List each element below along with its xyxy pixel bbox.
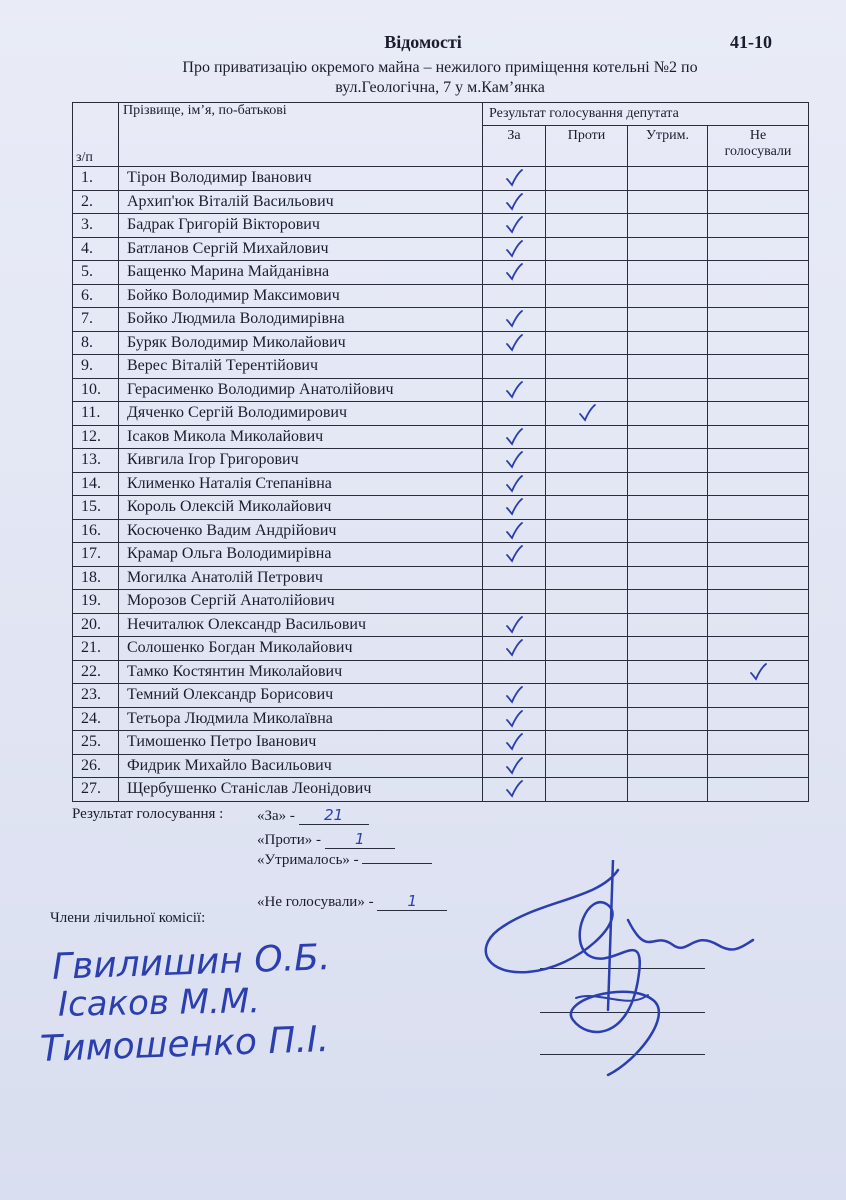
row-index: 26.	[73, 754, 119, 778]
vote-cell-abstain	[628, 284, 708, 308]
vote-cell-against	[546, 754, 628, 778]
summary-label: Результат голосування :	[72, 806, 224, 822]
vote-cell-for	[483, 355, 546, 379]
row-index: 18.	[73, 566, 119, 590]
row-deputy-name: Тамко Костянтин Миколайович	[119, 660, 483, 684]
vote-cell-against	[546, 402, 628, 426]
vote-cell-against	[546, 590, 628, 614]
row-deputy-name: Буряк Володимир Миколайович	[119, 331, 483, 355]
vote-cell-against	[546, 707, 628, 731]
checkmark-icon	[503, 474, 525, 494]
document-subtitle	[100, 58, 780, 98]
vote-cell-for	[483, 613, 546, 637]
vote-cell-abstain	[628, 378, 708, 402]
table-row	[73, 402, 809, 426]
row-index: 20.	[73, 613, 119, 637]
checkmark-icon	[503, 168, 525, 188]
summary-for-value: 21	[299, 806, 369, 825]
vote-cell-abstain	[628, 214, 708, 238]
checkmark-icon	[747, 662, 769, 682]
vote-cell-abstain	[628, 778, 708, 802]
row-index: 21.	[73, 637, 119, 661]
vote-cell-for	[483, 496, 546, 520]
table-row	[73, 449, 809, 473]
table-row	[73, 355, 809, 379]
table-row	[73, 425, 809, 449]
header-abstain: Утрим.	[628, 126, 708, 167]
table-row	[73, 308, 809, 332]
summary-not-voted	[257, 892, 447, 911]
row-index: 2.	[73, 190, 119, 214]
vote-cell-for	[483, 425, 546, 449]
vote-cell-abstain	[628, 566, 708, 590]
vote-cell-abstain	[628, 402, 708, 426]
header-index: з/п	[73, 103, 119, 167]
vote-cell-abstain	[628, 637, 708, 661]
row-deputy-name: Косюченко Вадим Андрійович	[119, 519, 483, 543]
vote-cell-against	[546, 167, 628, 191]
table-row	[73, 707, 809, 731]
vote-cell-against	[546, 214, 628, 238]
checkmark-icon	[503, 262, 525, 282]
row-index: 19.	[73, 590, 119, 614]
vote-cell-not-voted	[708, 731, 809, 755]
vote-cell-abstain	[628, 754, 708, 778]
row-deputy-name: Нечиталюк Олександр Васильович	[119, 613, 483, 637]
chair-signature-icon	[478, 860, 768, 1085]
row-deputy-name: Темний Олександр Борисович	[119, 684, 483, 708]
header-not-voted	[708, 126, 809, 167]
vote-cell-for	[483, 778, 546, 802]
vote-cell-for	[483, 707, 546, 731]
table-row	[73, 167, 809, 191]
vote-cell-not-voted	[708, 566, 809, 590]
vote-cell-not-voted	[708, 543, 809, 567]
vote-cell-against	[546, 660, 628, 684]
vote-cell-against	[546, 519, 628, 543]
summary-abstain	[257, 852, 432, 869]
vote-cell-not-voted	[708, 778, 809, 802]
summary-abstain-value	[362, 863, 432, 864]
vote-cell-not-voted	[708, 425, 809, 449]
table-row	[73, 660, 809, 684]
checkmark-icon	[503, 544, 525, 564]
checkmark-icon	[503, 192, 525, 212]
checkmark-icon	[503, 732, 525, 752]
vote-cell-abstain	[628, 261, 708, 285]
vote-cell-for	[483, 731, 546, 755]
vote-cell-abstain	[628, 331, 708, 355]
row-deputy-name: Дяченко Сергій Володимирович	[119, 402, 483, 426]
table-row	[73, 684, 809, 708]
subtitle-line-1: Про приватизацію окремого майна – нежилого приміщення котельні №2 по	[182, 59, 698, 76]
vote-cell-for	[483, 190, 546, 214]
table-row	[73, 472, 809, 496]
row-index: 13.	[73, 449, 119, 473]
summary-against-label: «Проти» -	[257, 832, 321, 848]
row-index: 27.	[73, 778, 119, 802]
row-deputy-name: Солошенко Богдан Миколайович	[119, 637, 483, 661]
row-deputy-name: Бадрак Григорій Вікторович	[119, 214, 483, 238]
table-row	[73, 261, 809, 285]
vote-cell-not-voted	[708, 331, 809, 355]
summary-not-voted-label: «Не голосували» -	[257, 894, 374, 910]
row-index: 8.	[73, 331, 119, 355]
vote-cell-abstain	[628, 590, 708, 614]
vote-cell-not-voted	[708, 754, 809, 778]
vote-cell-against	[546, 449, 628, 473]
checkmark-icon	[503, 521, 525, 541]
table-row	[73, 543, 809, 567]
checkmark-icon	[576, 403, 598, 423]
summary-not-voted-value: 1	[377, 892, 447, 911]
vote-cell-for	[483, 237, 546, 261]
vote-cell-not-voted	[708, 402, 809, 426]
vote-cell-abstain	[628, 190, 708, 214]
vote-cell-not-voted	[708, 707, 809, 731]
row-index: 16.	[73, 519, 119, 543]
summary-for-label: «За» -	[257, 808, 295, 824]
vote-cell-not-voted	[708, 637, 809, 661]
vote-cell-abstain	[628, 660, 708, 684]
row-deputy-name: Верес Віталій Терентійович	[119, 355, 483, 379]
vote-cell-not-voted	[708, 449, 809, 473]
row-index: 3.	[73, 214, 119, 238]
row-index: 22.	[73, 660, 119, 684]
vote-cell-for	[483, 519, 546, 543]
vote-cell-for	[483, 167, 546, 191]
row-index: 23.	[73, 684, 119, 708]
vote-cell-abstain	[628, 355, 708, 379]
vote-cell-abstain	[628, 237, 708, 261]
commission-member-3: Тимошенко П.І.	[39, 1018, 330, 1071]
checkmark-icon	[503, 615, 525, 635]
row-index: 24.	[73, 707, 119, 731]
vote-cell-against	[546, 543, 628, 567]
document-number: 41-10	[730, 32, 772, 52]
row-deputy-name: Бойко Володимир Максимович	[119, 284, 483, 308]
vote-cell-not-voted	[708, 237, 809, 261]
checkmark-icon	[503, 450, 525, 470]
row-deputy-name: Герасименко Володимир Анатолійович	[119, 378, 483, 402]
commission-label: Члени лічильної комісії:	[50, 910, 206, 926]
row-deputy-name: Могилка Анатолій Петрович	[119, 566, 483, 590]
row-deputy-name: Король Олексій Миколайович	[119, 496, 483, 520]
row-deputy-name: Архип'юк Віталій Васильович	[119, 190, 483, 214]
vote-cell-abstain	[628, 731, 708, 755]
row-deputy-name: Ісаков Микола Миколайович	[119, 425, 483, 449]
vote-cell-for	[483, 284, 546, 308]
summary-for	[257, 806, 369, 825]
row-index: 1.	[73, 167, 119, 191]
vote-cell-not-voted	[708, 613, 809, 637]
checkmark-icon	[503, 756, 525, 776]
vote-cell-for	[483, 754, 546, 778]
table-row	[73, 731, 809, 755]
vote-cell-not-voted	[708, 472, 809, 496]
row-index: 14.	[73, 472, 119, 496]
vote-cell-not-voted	[708, 378, 809, 402]
vote-cell-against	[546, 190, 628, 214]
table-row	[73, 284, 809, 308]
vote-cell-against	[546, 261, 628, 285]
row-index: 12.	[73, 425, 119, 449]
row-deputy-name: Тетьора Людмила Миколаївна	[119, 707, 483, 731]
vote-cell-not-voted	[708, 355, 809, 379]
vote-cell-against	[546, 472, 628, 496]
row-index: 4.	[73, 237, 119, 261]
checkmark-icon	[503, 215, 525, 235]
row-index: 11.	[73, 402, 119, 426]
vote-cell-for	[483, 684, 546, 708]
row-index: 9.	[73, 355, 119, 379]
vote-cell-abstain	[628, 613, 708, 637]
table-row	[73, 613, 809, 637]
vote-cell-for	[483, 261, 546, 285]
checkmark-icon	[503, 638, 525, 658]
vote-cell-not-voted	[708, 190, 809, 214]
vote-cell-for	[483, 378, 546, 402]
vote-cell-against	[546, 566, 628, 590]
commission-member-2: Ісаков М.М.	[57, 981, 261, 1025]
vote-cell-abstain	[628, 543, 708, 567]
vote-cell-abstain	[628, 425, 708, 449]
vote-cell-for	[483, 214, 546, 238]
vote-cell-against	[546, 355, 628, 379]
row-index: 15.	[73, 496, 119, 520]
header-not-voted-line1: Не	[749, 128, 767, 143]
subtitle-line-2: вул.Геологічна, 7 у м.Кам’янка	[335, 79, 545, 96]
vote-cell-not-voted	[708, 590, 809, 614]
row-deputy-name: Тірон Володимир Іванович	[119, 167, 483, 191]
row-deputy-name: Кивгила Ігор Григорович	[119, 449, 483, 473]
commission-member-1: Гвилишин О.Б.	[51, 937, 331, 988]
header-for: За	[483, 126, 546, 167]
vote-cell-against	[546, 778, 628, 802]
vote-cell-against	[546, 308, 628, 332]
row-deputy-name: Тимошенко Петро Іванович	[119, 731, 483, 755]
row-deputy-name: Клименко Наталія Степанівна	[119, 472, 483, 496]
vote-cell-abstain	[628, 519, 708, 543]
vote-cell-abstain	[628, 707, 708, 731]
row-index: 7.	[73, 308, 119, 332]
summary-against	[257, 830, 395, 849]
voting-table-body	[73, 167, 809, 802]
vote-cell-abstain	[628, 167, 708, 191]
vote-cell-not-voted	[708, 660, 809, 684]
vote-cell-for	[483, 331, 546, 355]
vote-cell-for	[483, 590, 546, 614]
table-row	[73, 590, 809, 614]
vote-cell-not-voted	[708, 214, 809, 238]
vote-cell-not-voted	[708, 261, 809, 285]
table-row	[73, 778, 809, 802]
table-row	[73, 214, 809, 238]
row-index: 10.	[73, 378, 119, 402]
header-result: Результат голосування депутата	[483, 103, 809, 126]
vote-cell-for	[483, 308, 546, 332]
vote-cell-for	[483, 472, 546, 496]
vote-cell-abstain	[628, 472, 708, 496]
checkmark-icon	[503, 239, 525, 259]
vote-cell-not-voted	[708, 496, 809, 520]
checkmark-icon	[503, 709, 525, 729]
table-row	[73, 331, 809, 355]
row-index: 5.	[73, 261, 119, 285]
table-row	[73, 190, 809, 214]
header-against: Проти	[546, 126, 628, 167]
table-row	[73, 519, 809, 543]
vote-cell-against	[546, 425, 628, 449]
vote-cell-against	[546, 284, 628, 308]
vote-cell-abstain	[628, 308, 708, 332]
table-row	[73, 496, 809, 520]
checkmark-icon	[503, 685, 525, 705]
table-row	[73, 237, 809, 261]
vote-cell-against	[546, 684, 628, 708]
voting-table	[72, 102, 809, 802]
vote-cell-not-voted	[708, 284, 809, 308]
header-name: Прізвище, ім’я, по-батькові	[119, 103, 483, 167]
summary-against-value: 1	[325, 830, 395, 849]
vote-cell-abstain	[628, 684, 708, 708]
row-index: 25.	[73, 731, 119, 755]
vote-cell-against	[546, 613, 628, 637]
row-deputy-name: Морозов Сергій Анатолійович	[119, 590, 483, 614]
vote-cell-not-voted	[708, 684, 809, 708]
checkmark-icon	[503, 427, 525, 447]
vote-cell-for	[483, 402, 546, 426]
row-deputy-name: Щербушенко Станіслав Леонідович	[119, 778, 483, 802]
table-row	[73, 378, 809, 402]
vote-cell-abstain	[628, 496, 708, 520]
vote-cell-for	[483, 449, 546, 473]
row-deputy-name: Фидрик Михайло Васильович	[119, 754, 483, 778]
table-row	[73, 754, 809, 778]
checkmark-icon	[503, 309, 525, 329]
checkmark-icon	[503, 380, 525, 400]
vote-cell-against	[546, 378, 628, 402]
row-index: 6.	[73, 284, 119, 308]
row-deputy-name: Бащенко Марина Майданівна	[119, 261, 483, 285]
checkmark-icon	[503, 333, 525, 353]
checkmark-icon	[503, 779, 525, 799]
vote-cell-against	[546, 637, 628, 661]
vote-cell-against	[546, 331, 628, 355]
vote-cell-not-voted	[708, 519, 809, 543]
row-deputy-name: Бойко Людмила Володимирівна	[119, 308, 483, 332]
vote-cell-abstain	[628, 449, 708, 473]
table-row	[73, 637, 809, 661]
header-not-voted-line2: голосували	[724, 144, 792, 159]
vote-cell-against	[546, 731, 628, 755]
vote-cell-for	[483, 543, 546, 567]
row-index: 17.	[73, 543, 119, 567]
row-deputy-name: Батланов Сергій Михайлович	[119, 237, 483, 261]
vote-cell-not-voted	[708, 308, 809, 332]
table-row	[73, 566, 809, 590]
vote-cell-not-voted	[708, 167, 809, 191]
summary-abstain-label: «Утрималось» -	[257, 852, 359, 868]
checkmark-icon	[503, 497, 525, 517]
vote-cell-for	[483, 637, 546, 661]
vote-cell-for	[483, 566, 546, 590]
vote-cell-for	[483, 660, 546, 684]
vote-cell-against	[546, 496, 628, 520]
document-title: Відомості	[384, 32, 462, 52]
vote-cell-against	[546, 237, 628, 261]
row-deputy-name: Крамар Ольга Володимирівна	[119, 543, 483, 567]
